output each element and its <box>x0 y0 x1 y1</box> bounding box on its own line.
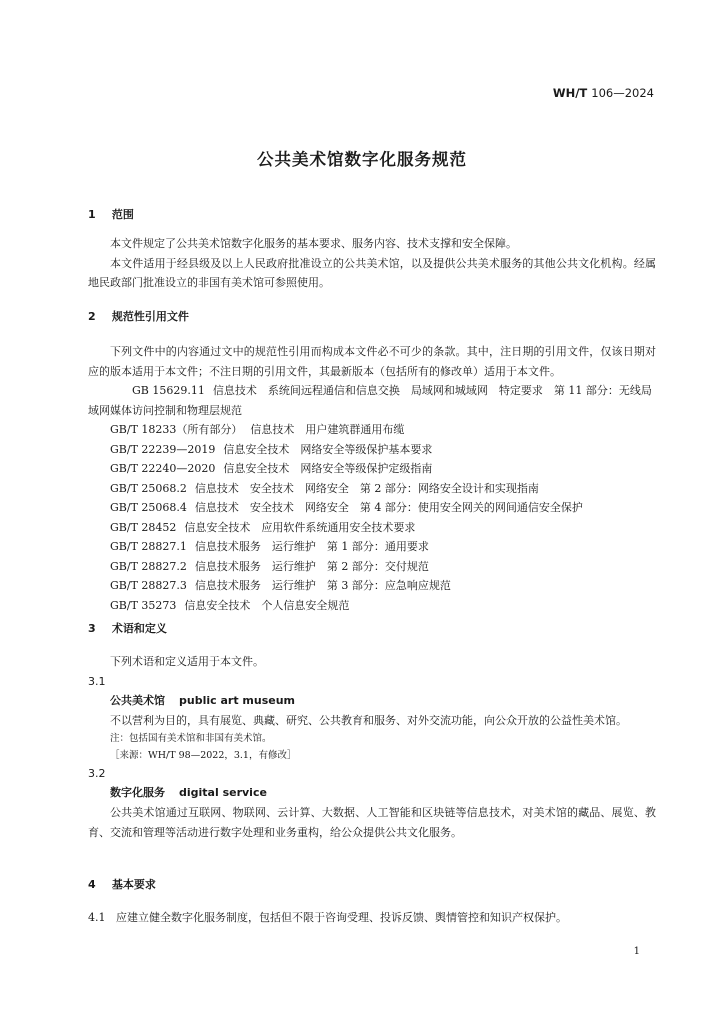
term-en: public art museum <box>179 693 295 707</box>
section-3-body <box>88 652 656 842</box>
section-heading <box>88 206 656 222</box>
reference-item <box>88 440 656 460</box>
clause-number: 4.1 <box>88 911 106 924</box>
section-title: 范围 <box>111 208 134 221</box>
section-4 <box>88 876 656 892</box>
section-title: 术语和定义 <box>111 622 167 635</box>
reference-title: 信息技术服务 运行维护 第 2 部分：交付规范 <box>194 559 429 573</box>
reference-title: 信息技术 安全技术 网络安全 第 2 部分：网络安全设计和实现指南 <box>194 481 539 495</box>
standard-code <box>553 86 654 100</box>
paragraph: 本文件规定了公共美术馆数字化服务的基本要求、服务内容、技术支撑和安全保障。 <box>110 237 517 250</box>
section-heading <box>88 308 656 324</box>
term-definition: 不以营利为目的，具有展览、典藏、研究、公共教育和服务、对外交流功能，向公众开放的公益性美术馆。 <box>110 713 627 727</box>
reference-item <box>88 479 656 499</box>
term-number: 3.1 <box>88 674 106 688</box>
reference-title: 信息安全技术 个人信息安全规范 <box>184 598 350 612</box>
reference-item <box>88 518 656 538</box>
standard-number: 106—2024 <box>591 86 654 100</box>
reference-title: 信息技术 安全技术 网络安全 第 4 部分：使用安全网关的网间通信安全保护 <box>194 501 583 514</box>
section-number: 3 <box>88 622 96 635</box>
term-definition: 公共美术馆通过互联网、物联网、云计算、大数据、人工智能和区块链等信息技术，对美术馆的藏品、展览、教育、交流和管理等活动进行数字处理和业务重构，给公众提供公共文化服务。 <box>88 806 656 839</box>
section-title: 规范性引用文件 <box>111 310 189 323</box>
reference-code: GB/T 35273 <box>110 598 177 612</box>
reference-item <box>88 420 656 440</box>
reference-item <box>88 596 656 616</box>
reference-title: 信息安全技术 网络安全等级保护定级指南 <box>223 462 433 475</box>
reference-code: GB/T 28827.2 <box>110 559 187 573</box>
reference-code: GB/T 18233（所有部分） <box>110 423 243 436</box>
section-2-body <box>88 342 656 615</box>
term-note: 注：包括国有美术馆和非国有美术馆。 <box>110 733 272 744</box>
section-1-body <box>88 234 656 293</box>
reference-title: 信息技术 系统间远程通信和信息交换 局域网和城域网 特定要求 第 11 部分：无线局域网媒体访问控制和物理层规范 <box>88 384 652 417</box>
term-en: digital service <box>179 786 267 799</box>
section-1 <box>88 206 656 222</box>
reference-title: 信息技术服务 运行维护 第 3 部分：应急响应规范 <box>194 579 451 592</box>
section-number: 1 <box>88 208 96 221</box>
term-entry <box>88 783 656 803</box>
reference-item <box>88 537 656 557</box>
clause <box>88 908 656 928</box>
reference-code: GB/T 28452 <box>110 520 177 534</box>
section-heading <box>88 876 656 892</box>
clause-4-1 <box>88 908 656 928</box>
reference-code: GB/T 25068.2 <box>110 481 187 495</box>
reference-title: 信息安全技术 应用软件系统通用安全技术要求 <box>184 520 416 534</box>
reference-title: 信息安全技术 网络安全等级保护基本要求 <box>223 442 433 456</box>
reference-item <box>88 498 656 518</box>
paragraph: 本文件适用于经县级及以上人民政府批准设立的公共美术馆，以及提供公共美术服务的其他公共文化机构。经属地民政部门批准设立的非国有美术馆可参照使用。 <box>88 256 656 289</box>
section-number: 2 <box>88 310 96 323</box>
page-number: 1 <box>633 946 640 957</box>
term-number: 3.2 <box>88 767 106 780</box>
section-number: 4 <box>88 878 96 891</box>
reference-code: GB/T 25068.4 <box>110 501 187 514</box>
clause-text: 应建立健全数字化服务制度，包括但不限于咨询受理、投诉反馈、舆情管控和知识产权保护。 <box>116 911 567 924</box>
reference-title: 信息技术服务 运行维护 第 1 部分：通用要求 <box>194 540 429 553</box>
reference-item <box>88 381 656 420</box>
section-title: 基本要求 <box>111 878 156 891</box>
term-source: ［来源：WH/T 98—2022，3.1，有修改］ <box>110 750 297 761</box>
reference-code: GB/T 22240—2020 <box>110 462 216 475</box>
paragraph: 下列术语和定义适用于本文件。 <box>110 655 264 668</box>
section-3 <box>88 620 656 636</box>
reference-item <box>88 576 656 596</box>
term-zh: 公共美术馆 <box>110 693 165 707</box>
reference-code: GB/T 22239—2019 <box>110 442 216 456</box>
term-zh: 数字化服务 <box>110 786 165 799</box>
paragraph: 下列文件中的内容通过文中的规范性引用而构成本文件必不可少的条款。其中，注日期的引用文件，仅该日期对应的版本适用于本文件；不注日期的引用文件，其最新版本（包括所有的修改单）适用于本文件。 <box>88 345 656 378</box>
reference-code: GB/T 28827.1 <box>110 540 187 553</box>
section-heading <box>88 620 656 636</box>
reference-code: GB 15629.11 <box>132 384 205 397</box>
standard-prefix: WH/T <box>552 86 588 100</box>
reference-item <box>88 459 656 479</box>
reference-code: GB/T 28827.3 <box>110 579 187 592</box>
term-entry <box>88 691 656 711</box>
reference-title: 信息技术 用户建筑群通用布缆 <box>250 423 405 436</box>
document-title: 公共美术馆数字化服务规范 <box>257 150 467 169</box>
reference-item <box>88 557 656 577</box>
section-2 <box>88 308 656 324</box>
